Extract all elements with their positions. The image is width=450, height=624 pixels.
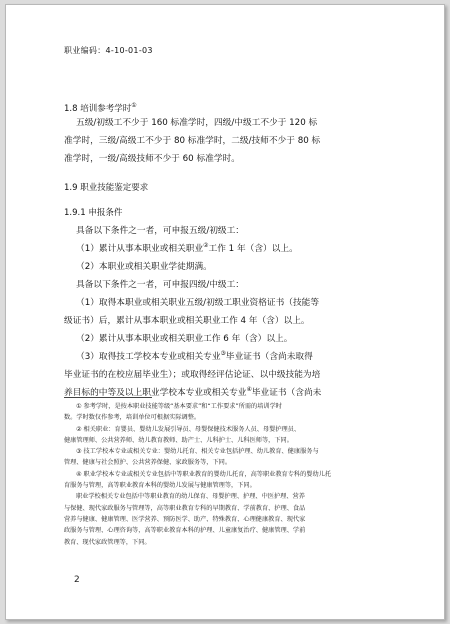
paragraph-line: （2）本职业或相关职业学徒期满。 <box>76 262 212 272</box>
footnote-ref-1: ① <box>131 102 137 110</box>
occupation-code: 职业编码：4-10-01-03 <box>64 46 153 55</box>
paragraph-line: 具备以下条件之一者，可申报五级/初级工： <box>76 226 244 236</box>
section-1-9-1-body <box>64 222 394 402</box>
heading-text: 1.8 培训参考学时 <box>64 104 132 114</box>
line-text: 养目标的中等及以上职业学校本专业或相关专业 <box>64 388 247 398</box>
section-1-9-heading: 1.9 职业技能鉴定要求 <box>64 183 149 193</box>
paragraph-line <box>64 240 394 258</box>
paragraph-line: （1）取得本职业或相关职业五级/初级工职业资格证书（技能等 <box>76 298 320 308</box>
footnote-line: ② 相关职业：育婴员、婴幼儿发展引导员、母婴保健技术服务人员、母婴护理员、 <box>76 425 301 433</box>
line-text: （1）累计从事本职业或相关职业 <box>76 244 204 254</box>
paragraph-line: 准学时，三级/高级工不少于 80 标准学时，二级/技师不少于 80 标 <box>64 136 321 146</box>
footnote-line: 健康管理师、公共营养师、幼儿教育教师、助产士、儿科护士、儿科医师等，下同。 <box>64 436 293 444</box>
footnote-divider <box>64 397 152 398</box>
line-text: 工作 1 年（含）以上。 <box>208 244 298 254</box>
line-text: （3）取得技工学校本专业或相关专业 <box>76 352 221 362</box>
footnote-ref-3: ③ <box>220 350 226 358</box>
paragraph-line <box>64 384 394 402</box>
section-1-9-1-heading: 1.9.1 申报条件 <box>64 208 123 218</box>
footnote-line: ④ 职业学校本专业或相关专业包括中等职业教育的婴幼儿托育，高等职业教育专科的婴幼儿托 <box>76 470 332 478</box>
footnote-line: 与保健、现代家政服务与管理等，高等职业教育专科的早期教育、学前教育、护理、食品 <box>64 504 306 512</box>
footnote-ref-4: ④ <box>246 386 252 394</box>
footnote-line: 育服务与管理，高等职业教育本科的婴幼儿发展与健康管理等，下同。 <box>64 482 256 490</box>
section-1-8-body <box>64 114 394 168</box>
footnote-line: 数。学时数仅作参考，培训单位可根据实际调整。 <box>64 414 201 422</box>
section-1-8-heading <box>64 102 394 114</box>
footnote-line: ① 参考学时，是按本职业技能等级“基本要求”和“工作要求”所需的培训学时 <box>76 403 282 410</box>
document-page <box>5 4 445 620</box>
paragraph-line: 准学时，一级/高级技师不少于 60 标准学时。 <box>64 154 240 164</box>
paragraph-line: 毕业证书的在校应届毕业生）；或取得经评估论证、以中级技能为培 <box>64 370 321 380</box>
paragraph-line <box>64 348 394 366</box>
paragraph-line: 级证书）后，累计从事本职业或相关职业工作 4 年（含）以上。 <box>64 316 310 326</box>
page-number: 2 <box>74 575 80 585</box>
footnote-line: 教育、现代家政管理等，下同。 <box>64 538 151 546</box>
footnote-ref-2: ② <box>203 242 209 250</box>
paragraph-line: 具备以下条件之一者，可申报四级/中级工： <box>76 280 244 290</box>
footnote-line: 职业学校相关专业包括中等职业教育的幼儿保育、母婴护理、护理、中医护理、营养 <box>76 493 305 501</box>
paragraph-line: （2）累计从事本职业或相关职业工作 6 年（含）以上。 <box>76 334 293 344</box>
footnote-line: 政服务与管理、心理咨询等，高等职业教育本科的护理、儿童康复治疗、健康管理、学前 <box>64 527 306 535</box>
paragraph-line: 五级/初级工不少于 160 标准学时，四级/中级工不少于 120 标 <box>76 118 318 128</box>
line-text: 毕业证书（含尚未 <box>251 388 322 398</box>
footnote-line: ③ 技工学校本专业或相关专业：婴幼儿托育、相关专业包括护理、幼儿教育、健康服务与 <box>76 448 319 456</box>
footnotes <box>64 401 394 548</box>
line-text: 毕业证书（含尚未取得 <box>225 352 313 362</box>
footnote-line: 管理、健康与社会照护、公共营养保健、家政服务等，下同。 <box>64 459 232 467</box>
footnote-line: 营养与健康、健康管理、医学营养、预防医学、助产、特殊教育、心理健康教育、现代家 <box>64 515 306 523</box>
